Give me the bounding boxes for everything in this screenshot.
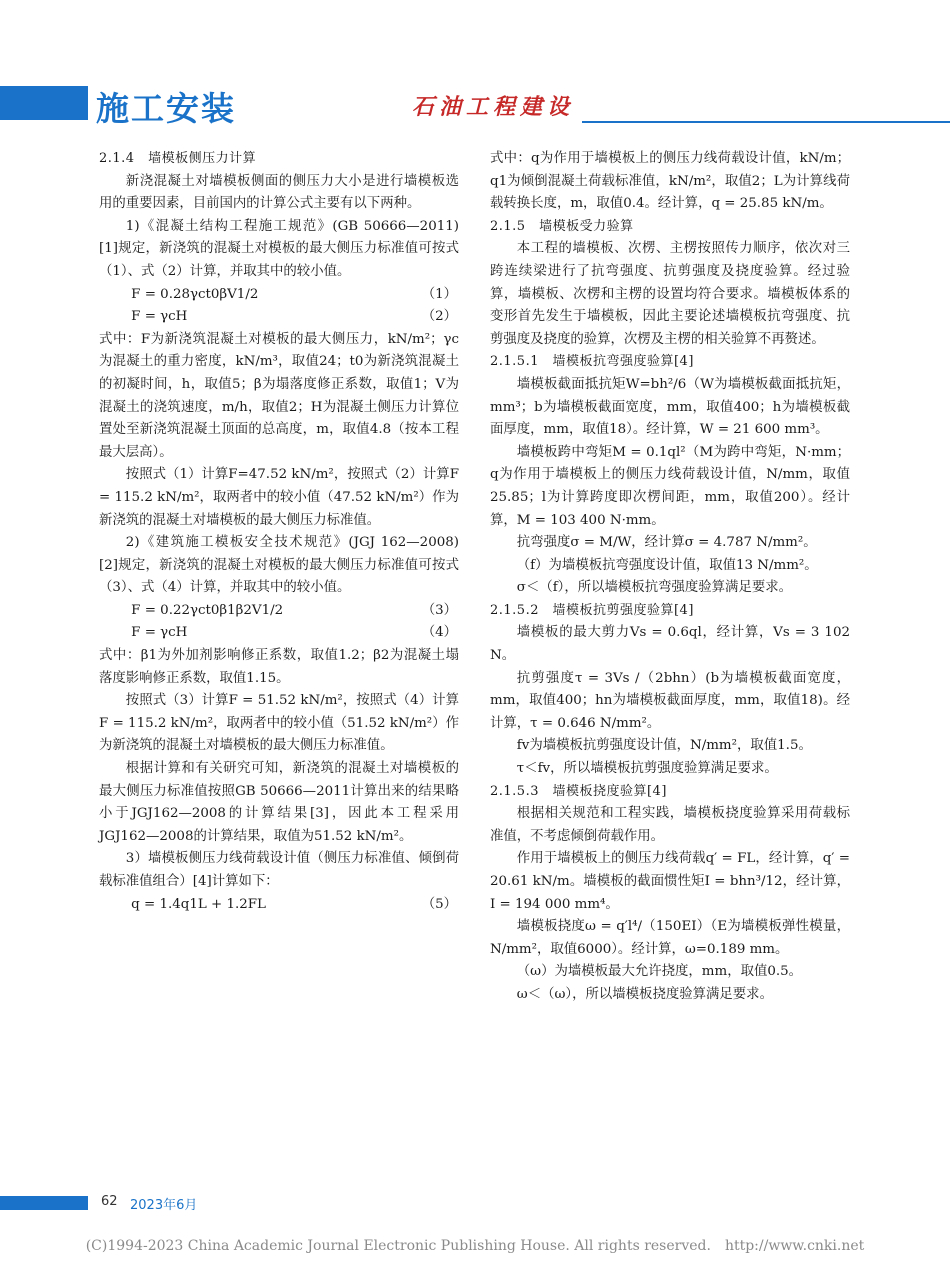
paragraph: 式中：β1为外加剂影响修正系数，取值1.2；β2为混凝土塌落度影响修正系数，取值1.15。 bbox=[99, 648, 459, 686]
left-column bbox=[99, 148, 459, 916]
footer-accent-bar bbox=[0, 1196, 88, 1210]
right-column bbox=[490, 148, 850, 1007]
paragraph: 墙模板跨中弯矩M = 0.1ql²（M为跨中弯矩，N·mm；q为作用于墙模板上的侧压力线荷载设计值，N/mm，取值25.85；l为计算跨度即次楞间距，mm，取值200）。经计算，M = 103 400 N·mm。 bbox=[490, 444, 850, 528]
header-accent-bar bbox=[0, 86, 88, 120]
equation-number: （5） bbox=[421, 896, 457, 912]
equation-number: （4） bbox=[421, 625, 457, 641]
paragraph: ω＜（ω），所以墙模板挠度验算满足要求。 bbox=[516, 986, 773, 1002]
journal-name: 石油工程建设 bbox=[412, 94, 575, 120]
paragraph: 墙模板的最大剪力Vs = 0.6ql，经计算，Vs = 3 102 N。 bbox=[490, 625, 850, 664]
paragraph: 3）墙模板侧压力线荷载设计值（侧压力标准值、倾倒荷载标准值组合）[4]计算如下： bbox=[99, 851, 459, 889]
section-heading: 2.1.5.2 墙模板抗剪强度验算[4] bbox=[490, 602, 694, 618]
equation bbox=[99, 600, 459, 623]
section-heading: 2.1.5.3 墙模板挠度验算[4] bbox=[490, 783, 667, 799]
equation-formula: F = 0.28γct0βV1/2 bbox=[131, 286, 259, 302]
paragraph: 抗剪强度τ = 3Vs /（2bhn）(b为墙模板截面宽度，mm，取值400；hn为墙模板截面厚度，mm，取值18)。经计算，τ = 0.646 N/mm²。 bbox=[490, 670, 850, 731]
paragraph: 根据计算和有关研究可知，新浇筑的混凝土对墙模板的最大侧压力标准值按照GB 50666—2011计算出来的结果略小于JGJ162—2008的计算结果[3]，因此本工程采用JGJ162—2008的计算结果，取值为51.52 kN/m²。 bbox=[99, 761, 459, 844]
paragraph: 按照式（1）计算F=47.52 kN/m²，按照式（2）计算F = 115.2 kN/m²，取两者中的较小值（47.52 kN/m²）作为新浇筑的混凝土对墙模板的最大侧压力标准值。 bbox=[99, 467, 459, 528]
paragraph: （ω）为墙模板最大允许挠度，mm，取值0.5。 bbox=[516, 964, 803, 980]
equation-number: （3） bbox=[421, 602, 457, 618]
paragraph: 墙模板截面抵抗矩W=bh²/6（W为墙模板截面抵抗矩，mm³；b为墙模板截面宽度，mm，取值400；h为墙模板截面厚度，mm，取值18）。经计算，W = 21 600 mm³。 bbox=[490, 376, 850, 438]
paragraph: 抗弯强度σ = M/W，经计算σ = 4.787 N/mm²。 bbox=[516, 535, 817, 551]
equation bbox=[99, 306, 459, 329]
paragraph: 根据相关规范和工程实践，墙模板挠度验算采用荷载标准值，不考虑倾倒荷载作用。 bbox=[490, 806, 850, 844]
equation-number: （1） bbox=[421, 286, 457, 302]
section-title: 施工安装 bbox=[96, 89, 236, 128]
page-number: 62 bbox=[101, 1194, 118, 1209]
paragraph: 按照式（3）计算F = 51.52 kN/m²，按照式（4）计算F = 115.2 kN/m²，取两者中的较小值（51.52 kN/m²）作为新浇筑的混凝土对墙模板的最大侧压力标准值。 bbox=[99, 693, 459, 754]
equation-formula: F = γcH bbox=[131, 309, 188, 325]
equation-formula: F = γcH bbox=[131, 625, 188, 641]
paragraph: （f）为墙模板抗弯强度设计值，取值13 N/mm²。 bbox=[516, 557, 818, 573]
equation bbox=[99, 622, 459, 645]
section-heading: 2.1.4 墙模板侧压力计算 bbox=[99, 151, 257, 166]
copyright-line: (C)1994-2023 China Academic Journal Electronic Publishing House. All rights reserved. http://www.cnki.net bbox=[85, 1238, 865, 1254]
paragraph: 1)《混凝土结构工程施工规范》(GB 50666—2011) [1]规定，新浇筑的混凝土对模板的最大侧压力标准值可按式（1）、式（2）计算，并取其中的较小值。 bbox=[99, 218, 459, 279]
issue-date: 2023年6月 bbox=[130, 1198, 198, 1213]
paragraph: 本工程的墙模板、次楞、主楞按照传力顺序，依次对三跨连续梁进行了抗弯强度、抗剪强度及挠度验算。经过验算，墙模板、次楞和主楞的设置均符合要求。墙模板体系的变形首先发生于墙模板，因此主要论述墙模板抗弯强度、抗剪强度及挠度的验算，次楞及主楞的相关验算不再赘述。 bbox=[490, 241, 850, 347]
equation-formula: F = 0.22γct0β1β2V1/2 bbox=[131, 602, 284, 618]
paragraph: fv为墙模板抗剪强度设计值，N/mm²，取值1.5。 bbox=[516, 738, 812, 754]
equation bbox=[99, 284, 459, 307]
section-heading: 2.1.5.1 墙模板抗弯强度验算[4] bbox=[490, 354, 694, 370]
paragraph: 新浇混凝土对墙模板侧面的侧压力大小是进行墙模板选用的重要因素，目前国内的计算公式主要有以下两种。 bbox=[99, 173, 459, 212]
paragraph: τ＜fv，所以墙模板抗剪强度验算满足要求。 bbox=[516, 761, 778, 777]
equation-number: （2） bbox=[421, 309, 457, 325]
paragraph: σ＜（f），所以墙模板抗弯强度验算满足要求。 bbox=[516, 580, 793, 596]
paragraph: 式中：F为新浇筑混凝土对模板的最大侧压力，kN/m²；γc为混凝土的重力密度，kN/m³，取值24；t0为新浇筑混凝土的初凝时间，h，取值5；β为塌落度修正系数，取值1；V为混凝土的浇筑速度，m/h，取值2；H为混凝土侧压力计算位置处至新浇筑混凝土顶面的总高度，m，取值4.8（按本工程最大层高）。 bbox=[99, 331, 459, 460]
paragraph: 2)《建筑施工模板安全技术规范》(JGJ 162—2008) [2]规定，新浇筑的混凝土对模板的最大侧压力标准值可按式（3）、式（4）计算，并取其中的较小值。 bbox=[99, 535, 459, 596]
paragraph: 墙模板挠度ω = q′l⁴/（150EI）（E为墙模板弹性模量，N/mm²，取值6000）。经计算，ω=0.189 mm。 bbox=[490, 919, 850, 957]
section-heading: 2.1.5 墙模板受力验算 bbox=[490, 218, 634, 234]
equation-formula: q = 1.4q1L + 1.2FL bbox=[131, 896, 266, 912]
header-rule bbox=[582, 121, 950, 123]
paragraph: 式中：q为作用于墙模板上的侧压力线荷载设计值，kN/m；q1为倾倒混凝土荷载标准值，kN/m²，取值2；L为计算线荷载转换长度，m，取值0.4。经计算，q = 25.85 kN/m。 bbox=[490, 151, 850, 212]
equation bbox=[99, 894, 459, 917]
paragraph: 作用于墙模板上的侧压力线荷载q′ = FL，经计算，q′ = 20.61 kN/m。墙模板的截面惯性矩I = bhn³/12，经计算，I = 194 000 mm⁴。 bbox=[490, 851, 850, 912]
